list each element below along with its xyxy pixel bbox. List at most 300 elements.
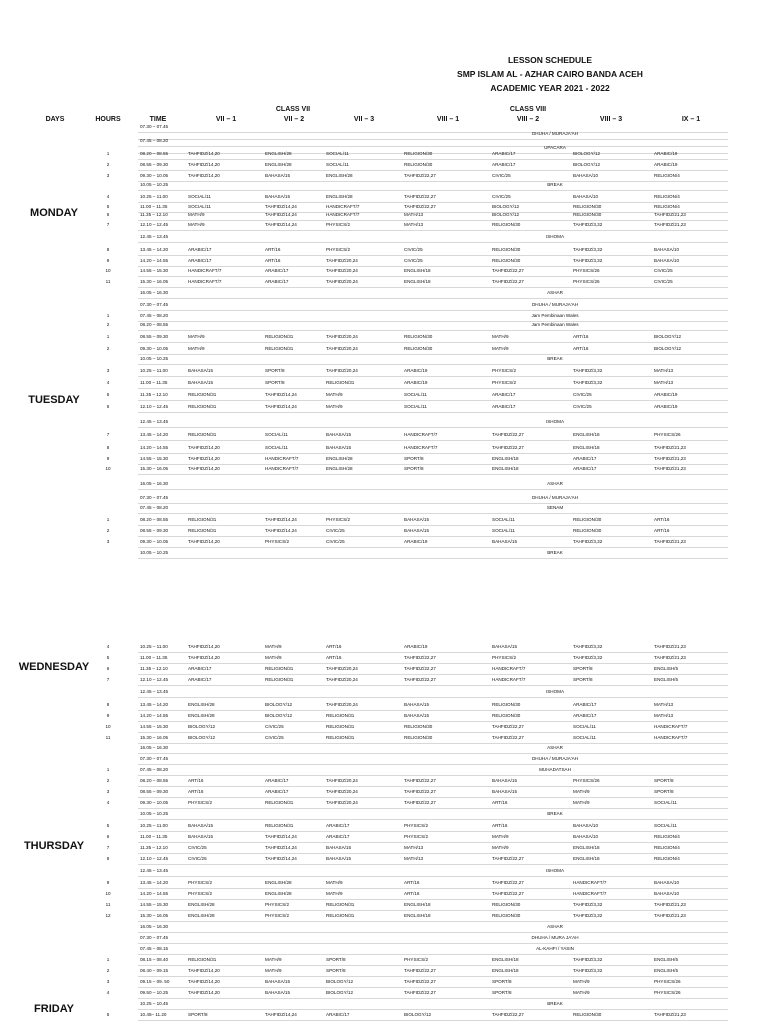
activity-note: DHUHA / MURAJA'AH [531, 302, 579, 307]
time-cell: 08.15 – 08.40 [140, 957, 169, 962]
time-cell: 13.45 – 14.20 [140, 880, 169, 885]
subject-cell: TAHFIDZ/22,27 [492, 279, 524, 284]
subject-cell: CIVIC/25 [573, 392, 592, 397]
row-divider [138, 364, 728, 365]
subject-cell: PHYSICS/26 [654, 432, 681, 437]
subject-cell: ENGLISH/18 [492, 456, 519, 461]
row-divider [138, 697, 728, 698]
hour-cell: 1 [106, 767, 110, 772]
schedule-row [0, 687, 768, 697]
hour-cell: 11 [105, 735, 111, 740]
schedule-row [0, 192, 768, 202]
time-cell: 14.55 – 15.30 [140, 902, 169, 907]
activity-note: BREAK [547, 811, 563, 816]
subject-cell: ART/16 [265, 258, 281, 263]
subject-cell: RELIGION/31 [188, 957, 217, 962]
class-vii-2-header: VII – 2 [283, 116, 305, 123]
hour-cell: 9 [106, 713, 110, 718]
time-cell: 07.45 – 08.20 [140, 313, 169, 318]
schedule-title: LESSON SCHEDULE [507, 55, 593, 65]
row-divider [138, 1020, 728, 1021]
subject-cell: MATH/9 [188, 346, 205, 351]
hours-column-header: HOURS [95, 116, 121, 123]
schedule-row [0, 988, 768, 998]
subject-cell: ENGLISH/28 [265, 151, 292, 156]
subject-cell: SPORT/8 [265, 368, 285, 373]
subject-cell: TAHFIDZ/14,24 [265, 404, 297, 409]
schedule-row [0, 900, 768, 910]
subject-cell: CIVIC/25 [492, 173, 511, 178]
schedule-row [0, 722, 768, 732]
subject-cell: TAHFIDZ/20,24 [326, 778, 358, 783]
schedule-row [0, 320, 768, 330]
time-cell: 14.55 – 15.30 [140, 268, 169, 273]
subject-cell: SPORT/8 [573, 666, 593, 671]
subject-cell: RELIGION/30 [404, 151, 433, 156]
subject-cell: RELIGION/4 [654, 834, 680, 839]
schedule-row [0, 843, 768, 853]
schedule-row [0, 390, 768, 400]
subject-cell: BAHASA/15 [326, 845, 352, 850]
subject-cell: MATH/9 [188, 222, 205, 227]
time-cell: 09.15 – 09. 50 [140, 979, 170, 984]
subject-cell: CIVIC/25 [265, 735, 284, 740]
row-divider [138, 330, 728, 331]
school-name: SMP ISLAM AL - AZHAR CAIRO BANDA ACEH [457, 69, 643, 79]
subject-cell: BAHASA/10 [573, 834, 599, 839]
schedule-row [0, 332, 768, 342]
time-cell: 11.00 – 11.35 [140, 380, 168, 385]
subject-cell: ENGLISH/18 [573, 432, 600, 437]
subject-cell: RELIGION/31 [326, 902, 355, 907]
time-cell: 07.30 – 07.45 [140, 935, 169, 940]
subject-cell: RELIGION/30 [492, 222, 521, 227]
subject-cell: RELIGION/31 [326, 380, 355, 385]
day-label-wednesday: WEDNESDAY [18, 661, 90, 673]
schedule-row [0, 642, 768, 652]
subject-cell: RELIGION/31 [326, 724, 355, 729]
subject-cell: RELIGION/31 [188, 528, 217, 533]
hour-cell: 8 [106, 856, 110, 861]
time-cell: 14.55 – 15.30 [140, 456, 169, 461]
hour-cell: 4 [106, 194, 110, 199]
subject-cell: TAHFIDZ/20,24 [326, 346, 358, 351]
subject-cell: ENGLISH/18 [404, 913, 431, 918]
subject-cell: ARABIC/17 [265, 789, 289, 794]
time-cell: 10.25 – 11.00 [140, 368, 168, 373]
subject-cell: ARABIC/17 [492, 151, 516, 156]
subject-cell: BAHASA/10 [654, 258, 680, 263]
subject-cell: RELIGION/30 [492, 258, 521, 263]
subject-cell: TAHFIDZ/22,27 [492, 735, 524, 740]
subject-cell: TAHFIDZ/22,27 [404, 677, 436, 682]
subject-cell: SPORT/8 [654, 789, 674, 794]
subject-cell: ART/16 [573, 334, 589, 339]
subject-cell: ENGLISH/5 [654, 968, 678, 973]
subject-cell: MATH/9 [326, 880, 343, 885]
time-cell: 15.30 – 16.05 [140, 279, 169, 284]
subject-cell: ENGLISH/28 [326, 456, 353, 461]
schedule-row [0, 944, 768, 954]
class-vii-1-header: VII – 1 [215, 116, 237, 123]
subject-cell: TAHFIDZ/21,23 [654, 466, 686, 471]
hour-cell: 5 [106, 204, 110, 209]
time-cell: 08.55 – 09.30 [140, 334, 169, 339]
time-cell: 07.45 – 08.20 [140, 505, 169, 510]
subject-cell: BAHASA/15 [326, 432, 352, 437]
subject-cell: TAHFIDZ/14,20 [188, 456, 220, 461]
subject-cell: BAHASA/15 [492, 778, 518, 783]
subject-cell: TAHFIDZ/3,32 [573, 902, 603, 907]
subject-cell: TAHFIDZ/14,24 [265, 528, 297, 533]
subject-cell: SPORT/8 [573, 677, 593, 682]
row-divider [138, 400, 728, 401]
subject-cell: RELIGION/30 [573, 1012, 602, 1017]
schedule-row [0, 754, 768, 764]
subject-cell: ARABIC/19 [404, 644, 428, 649]
subject-cell: RELIGION/4 [654, 194, 680, 199]
subject-cell: MATH/9 [265, 655, 282, 660]
time-cell: 11.35 – 12.10 [140, 212, 168, 217]
subject-cell: RELIGION/31 [265, 346, 294, 351]
subject-cell: BAHASA/10 [654, 880, 680, 885]
subject-cell: ENGLISH/28 [326, 466, 353, 471]
subject-cell: MATH/9 [573, 990, 590, 995]
subject-cell: ARABIC/17 [265, 268, 289, 273]
subject-cell: ART/16 [404, 891, 420, 896]
subject-cell: RELIGION/31 [326, 735, 355, 740]
subject-cell: HANDICRAFT/7 [654, 724, 688, 729]
row-divider [138, 474, 728, 475]
subject-cell: RELIGION/30 [404, 162, 433, 167]
schedule-row [0, 733, 768, 743]
schedule-row [0, 675, 768, 685]
time-cell: 12.10 – 12.45 [140, 677, 169, 682]
subject-cell: PHYSICS/2 [404, 834, 428, 839]
schedule-row [0, 866, 768, 876]
schedule-row [0, 999, 768, 1009]
subject-cell: BAHASA/15 [265, 990, 291, 995]
time-cell: 12.10 – 12.45 [140, 404, 169, 409]
hour-cell: 7 [106, 677, 110, 682]
hour-cell: 5 [106, 823, 110, 828]
schedule-row [0, 366, 768, 376]
time-cell: 08.20 – 08.55 [140, 517, 169, 522]
subject-cell: SPORT/8 [404, 456, 424, 461]
time-cell: 12.10 – 12.45 [140, 856, 169, 861]
subject-cell: ARABIC/19 [404, 539, 428, 544]
subject-cell: MATH/13 [654, 702, 674, 707]
row-divider [138, 440, 728, 441]
subject-cell: TAHFIDZ/14,20 [188, 979, 220, 984]
time-column-header: TIME [149, 116, 167, 123]
hour-cell: 5 [106, 655, 110, 660]
subject-cell: BAHASA/10 [573, 173, 599, 178]
subject-cell: BAHASA/10 [654, 891, 680, 896]
time-cell: 11.35 – 12.10 [140, 666, 168, 671]
subject-cell: CIVIC/25 [404, 258, 423, 263]
subject-cell: TAHFIDZ/3,32 [573, 368, 603, 373]
activity-note: ASHAR [547, 924, 563, 929]
class-viii-header: CLASS VIII [509, 106, 547, 113]
subject-cell: TAHFIDZ/20,24 [326, 258, 358, 263]
subject-cell: ENGLISH/28 [265, 162, 292, 167]
subject-cell: CIVIC/25 [404, 247, 423, 252]
subject-cell: TAHFIDZ/20,24 [326, 666, 358, 671]
subject-cell: TAHFIDZ/3,32 [573, 222, 603, 227]
subject-cell: MATH/13 [654, 368, 674, 373]
activity-note: ISHOMA [545, 234, 565, 239]
subject-cell: ART/16 [326, 644, 342, 649]
time-cell: 13.45 – 14.20 [140, 247, 169, 252]
subject-cell: PHYSICS/2 [326, 222, 350, 227]
time-cell: 07.30 – 07.45 [140, 495, 169, 500]
activity-note: DHUHA / MURAJA'AH [531, 756, 579, 761]
subject-cell: ARABIC/19 [404, 380, 428, 385]
hour-cell: 2 [106, 968, 110, 973]
time-cell: 10.05 – 10.25 [140, 356, 169, 361]
subject-cell: TAHFIDZ/14,24 [265, 204, 297, 209]
time-cell: 11.00 – 11.35 [140, 834, 168, 839]
subject-cell: TAHFIDZ/22,27 [404, 968, 436, 973]
subject-cell: HANDICRAFT/7 [492, 677, 526, 682]
subject-cell: ENGLISH/18 [492, 957, 519, 962]
subject-cell: MATH/9 [265, 957, 282, 962]
activity-note: BREAK [547, 1001, 563, 1006]
class-vii-3-header: VII – 3 [353, 116, 375, 123]
subject-cell: SOCIAL/11 [265, 432, 288, 437]
subject-cell: ENGLISH/18 [573, 445, 600, 450]
subject-cell: BIOLOGY/12 [265, 702, 293, 707]
subject-cell: TAHFIDZ/3,32 [573, 913, 603, 918]
subject-cell: ENGLISH/28 [188, 913, 215, 918]
subject-cell: BAHASA/15 [265, 979, 291, 984]
subject-cell: ENGLISH/5 [654, 666, 678, 671]
hour-cell: 9 [106, 880, 110, 885]
subject-cell: ARABIC/19 [654, 162, 678, 167]
hour-cell: 6 [106, 834, 110, 839]
hour-cell: 2 [106, 322, 110, 327]
time-cell: 08.55 – 09.30 [140, 528, 169, 533]
schedule-row [0, 464, 768, 474]
schedule-row [0, 911, 768, 921]
schedule-row [0, 653, 768, 663]
subject-cell: SOCIAL/11 [492, 528, 515, 533]
subject-cell: ENGLISH/28 [188, 902, 215, 907]
subject-cell: ART/16 [654, 528, 670, 533]
subject-cell: TAHFIDZ/22,27 [404, 194, 436, 199]
subject-cell: TAHFIDZ/22,27 [404, 666, 436, 671]
subject-cell: MATH/13 [654, 380, 674, 385]
subject-cell: TAHFIDZ/3,32 [573, 968, 603, 973]
subject-cell: HANDICRAFT/7 [326, 204, 360, 209]
subject-cell: PHYSICS/2 [326, 247, 350, 252]
subject-cell: ARABIC/17 [492, 162, 516, 167]
subject-cell: ENGLISH/28 [326, 173, 353, 178]
subject-cell: MATH/9 [265, 644, 282, 649]
subject-cell: SPORT/8 [492, 979, 512, 984]
subject-cell: BIOLOGY/12 [188, 735, 216, 740]
schedule-row [0, 809, 768, 819]
hour-cell: 4 [106, 380, 110, 385]
subject-cell: BIOLOGY/12 [654, 334, 682, 339]
subject-cell: SOCIAL/11 [188, 194, 211, 199]
hour-cell: 8 [106, 445, 110, 450]
subject-cell: TAHFIDZ/14,24 [265, 845, 297, 850]
subject-cell: TAHFIDZ/14,20 [188, 968, 220, 973]
subject-cell: HANDICRAFT/7 [188, 279, 222, 284]
row-divider [138, 489, 728, 490]
subject-cell: MATH/9 [326, 891, 343, 896]
time-cell: 12.45 – 13.45 [140, 419, 169, 424]
schedule-row [0, 776, 768, 786]
subject-cell: TAHFIDZ/3,32 [573, 258, 603, 263]
schedule-row [0, 417, 768, 427]
subject-cell: BIOLOGY/12 [573, 151, 601, 156]
subject-cell: TAHFIDZ/21,23 [654, 445, 686, 450]
subject-cell: RELIGION/30 [404, 724, 433, 729]
subject-cell: TAHFIDZ/21,23 [654, 913, 686, 918]
hour-cell: 2 [106, 346, 110, 351]
subject-cell: TAHFIDZ/14,24 [265, 212, 297, 217]
time-cell: 07.45 – 08.20 [140, 138, 169, 143]
schedule-row [0, 256, 768, 266]
subject-cell: PHYSICS/26 [654, 990, 681, 995]
subject-cell: ARABIC/17 [265, 279, 289, 284]
subject-cell: PHYSICS/2 [188, 800, 212, 805]
row-divider [138, 685, 728, 686]
subject-cell: HANDICRAFT/7 [265, 456, 299, 461]
subject-cell: BAHASA/15 [326, 856, 352, 861]
subject-cell: BIOLOGY/12 [573, 162, 601, 167]
schedule-row [0, 821, 768, 831]
hour-cell: 1 [106, 517, 110, 522]
subject-cell: ART/16 [188, 789, 204, 794]
subject-cell: TAHFIDZ/14,24 [265, 834, 297, 839]
schedule-row [0, 210, 768, 220]
hour-cell: 7 [106, 432, 110, 437]
schedule-row [0, 854, 768, 864]
subject-cell: SPORT/8 [326, 957, 346, 962]
time-cell: 09.50 – 10.25 [140, 990, 169, 995]
hour-cell: 2 [106, 528, 110, 533]
subject-cell: PHYSICS/2 [265, 902, 289, 907]
subject-cell: ARABIC/17 [188, 247, 212, 252]
schedule-row [0, 220, 768, 230]
subject-cell: TAHFIDZ/14,20 [188, 173, 220, 178]
subject-cell: BAHASA/15 [492, 644, 518, 649]
subject-cell: MATH/9 [492, 834, 509, 839]
time-cell: 16.05 – 16.30 [140, 924, 169, 929]
subject-cell: RELIGION/31 [188, 432, 217, 437]
subject-cell: RELIGION/4 [654, 173, 680, 178]
time-cell: 09.30 – 10.05 [140, 173, 169, 178]
hour-cell: 3 [106, 368, 110, 373]
activity-note: Jam Pembinaan Wales [531, 322, 579, 327]
subject-cell: TAHFIDZ/20,24 [326, 334, 358, 339]
subject-cell: SPORT/8 [404, 466, 424, 471]
subject-cell: ARABIC/17 [573, 713, 597, 718]
hour-cell: 6 [106, 666, 110, 671]
hour-cell: 8 [106, 702, 110, 707]
subject-cell: ARABIC/19 [654, 151, 678, 156]
hour-cell: 4 [106, 644, 110, 649]
schedule-row [0, 277, 768, 287]
subject-cell: ART/16 [265, 247, 281, 252]
subject-cell: PHYSICS/2 [492, 368, 516, 373]
subject-cell: CIVIC/25 [654, 279, 673, 284]
subject-cell: BAHASA/15 [265, 173, 291, 178]
subject-cell: ENGLISH/18 [492, 466, 519, 471]
subject-cell: ARABIC/17 [188, 677, 212, 682]
subject-cell: TAHFIDZ/22,27 [492, 891, 524, 896]
subject-cell: ENGLISH/5 [654, 957, 678, 962]
subject-cell: MATH/13 [654, 713, 674, 718]
subject-cell: MATH/9 [188, 334, 205, 339]
hour-cell: 5 [106, 392, 110, 397]
subject-cell: SOCIAL/11 [492, 517, 515, 522]
time-cell: 10.25 – 11.00 [140, 823, 168, 828]
hour-cell: 3 [106, 173, 110, 178]
subject-cell: TAHFIDZ/22,27 [404, 778, 436, 783]
hour-cell: 4 [106, 990, 110, 995]
time-cell: 12.45 – 13.45 [140, 689, 169, 694]
subject-cell: TAHFIDZ/21,23 [654, 1012, 686, 1017]
subject-cell: SOCIAL/11 [326, 162, 349, 167]
subject-cell: PHYSICS/26 [573, 268, 600, 273]
subject-cell: RELIGION/31 [265, 666, 294, 671]
subject-cell: ARABIC/17 [492, 404, 516, 409]
schedule-row [0, 889, 768, 899]
subject-cell: RELIGION/4 [654, 856, 680, 861]
subject-cell: TAHFIDZ/3,32 [573, 380, 603, 385]
subject-cell: ARABIC/17 [573, 702, 597, 707]
subject-cell: PHYSICS/2 [404, 957, 428, 962]
subject-cell: TAHFIDZ/20,24 [326, 702, 358, 707]
subject-cell: PHYSICS/2 [404, 823, 428, 828]
schedule-row [0, 832, 768, 842]
time-cell: 08.55 – 09.30 [140, 162, 169, 167]
subject-cell: TAHFIDZ/22,27 [404, 655, 436, 660]
subject-cell: CIVIC/25 [188, 856, 207, 861]
schedule-row [0, 966, 768, 976]
subject-cell: BAHASA/15 [404, 528, 430, 533]
subject-cell: SPORT/8 [188, 1012, 208, 1017]
schedule-row [0, 479, 768, 489]
hour-cell: 9 [106, 258, 110, 263]
subject-cell: TAHFIDZ/14,24 [265, 517, 297, 522]
subject-cell: TAHFIDZ/22,27 [404, 789, 436, 794]
hour-cell: 1 [106, 334, 110, 339]
row-divider [138, 412, 728, 413]
subject-cell: TAHFIDZ/20,24 [326, 677, 358, 682]
time-cell: 07.45 – 08.20 [140, 767, 169, 772]
subject-cell: BAHASA/15 [188, 368, 214, 373]
subject-cell: PHYSICS/2 [492, 655, 516, 660]
subject-cell: TAHFIDZ/22,27 [492, 445, 524, 450]
hour-cell: 11 [105, 902, 111, 907]
time-cell: 14.20 – 14.55 [140, 445, 169, 450]
subject-cell: SOCIAL/11 [573, 735, 596, 740]
subject-cell: CIVIC/25 [188, 845, 207, 850]
schedule-row [0, 933, 768, 943]
subject-cell: HANDICRAFT/7 [404, 445, 438, 450]
day-label-tuesday: TUESDAY [28, 394, 80, 406]
schedule-row [0, 878, 768, 888]
subject-cell: MATH/13 [404, 856, 424, 861]
subject-cell: TAHFIDZ/14,20 [188, 655, 220, 660]
hour-cell: 9 [106, 456, 110, 461]
